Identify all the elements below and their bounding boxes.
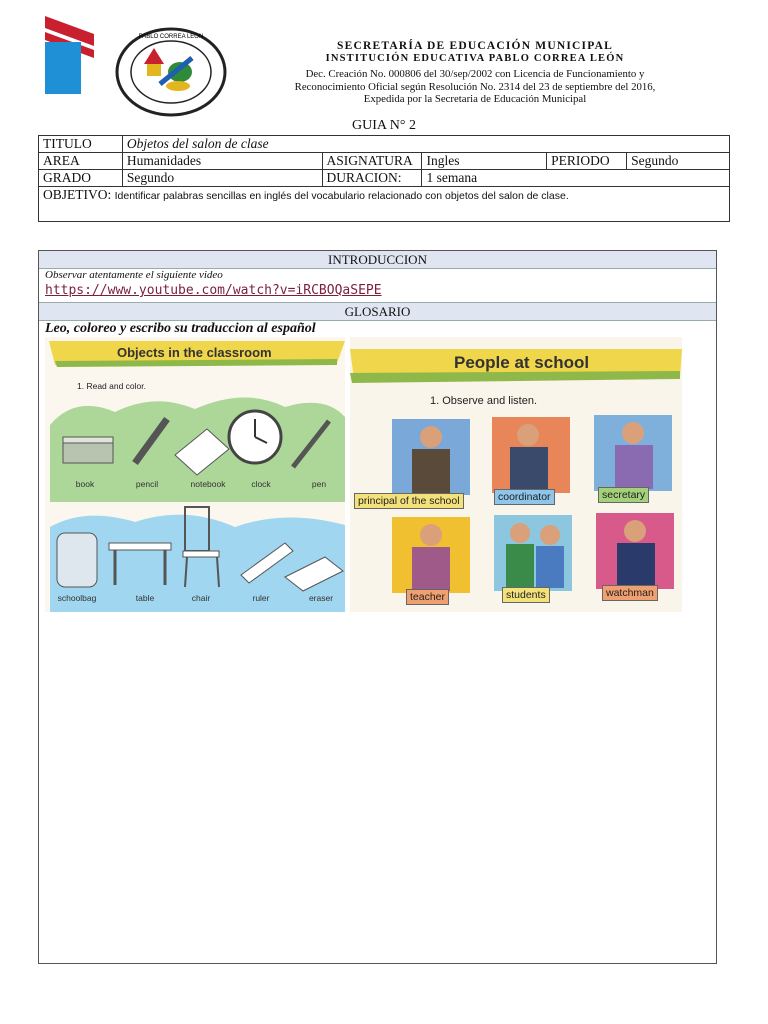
instruction-text: Leo, coloreo y escribo su traduccion al español xyxy=(45,321,316,336)
header-line4: Reconocimiento Oficial según Resolución No. 2314 del 23 de septiembre del 2016, xyxy=(294,80,656,93)
asignatura-value: Ingles xyxy=(422,153,547,170)
classroom-illustration xyxy=(45,337,345,612)
label-chair: chair xyxy=(191,593,211,603)
guia-title: GUIA N° 2 xyxy=(352,118,416,133)
asignatura-label: ASIGNATURA xyxy=(322,153,422,170)
institution-header xyxy=(240,40,710,106)
grado-label: GRADO xyxy=(39,170,123,187)
titulo-value: Objetos del salon de clase xyxy=(122,136,729,153)
school-panel-subtitle: 1. Observe and listen. xyxy=(430,395,538,407)
guide-info-table xyxy=(38,135,730,222)
periodo-label: PERIODO xyxy=(547,153,627,170)
school-seal-logo xyxy=(114,26,228,118)
video-link[interactable]: https://www.youtube.com/watch?v=iRCBOQaSEPE xyxy=(45,283,382,298)
duracion-value: 1 semana xyxy=(422,170,730,187)
periodo-value: Segundo xyxy=(627,153,730,170)
label-secretary: secretary xyxy=(598,487,649,503)
label-students: students xyxy=(502,587,550,603)
header-institucion: INSTITUCIÓN EDUCATIVA PABLO CORREA LEÓN xyxy=(325,53,625,64)
label-clock: clock xyxy=(251,479,271,489)
classroom-panel-title: Objects in the classroom xyxy=(117,345,272,360)
label-teacher: teacher xyxy=(406,589,449,605)
grado-value: Segundo xyxy=(122,170,322,187)
label-ruler: ruler xyxy=(252,593,270,603)
duracion-label: DURACION: xyxy=(322,170,422,187)
label-table: table xyxy=(135,593,155,603)
titulo-label: TITULO xyxy=(39,136,123,153)
glosario-heading: GLOSARIO xyxy=(39,302,716,321)
label-coordinator: coordinator xyxy=(494,489,555,505)
seal-text: PABLO CORREA LEON xyxy=(138,34,204,40)
area-value: Humanidades xyxy=(122,153,322,170)
people-illustration xyxy=(350,337,682,612)
people-at-school-image xyxy=(350,337,682,612)
label-principal: principal of the school xyxy=(354,493,464,509)
header-decreto xyxy=(240,68,710,106)
classroom-objects-image xyxy=(45,337,345,612)
classroom-panel-subtitle: 1. Read and color. xyxy=(77,381,146,391)
objetivo-label: OBJETIVO: xyxy=(43,187,112,202)
introduccion-heading: INTRODUCCION xyxy=(39,251,716,269)
header-line5: Expedida por la Secretaria de Educación Municipal xyxy=(363,93,587,105)
institution-flag xyxy=(45,16,94,94)
label-schoolbag: schoolbag xyxy=(57,593,97,603)
objetivo-value: Identificar palabras sencillas en inglés del vocabulario relacionado con objetos del salon de clase. xyxy=(114,190,569,202)
objetivo-cell xyxy=(39,187,730,222)
label-book: book xyxy=(75,479,95,489)
content-box xyxy=(38,250,717,964)
area-label: AREA xyxy=(39,153,123,170)
header-line3: Dec. Creación No. 000806 del 30/sep/2002 con Licencia de Funcionamiento y xyxy=(305,68,645,80)
label-pen: pen xyxy=(311,479,327,489)
label-watchman: watchman xyxy=(602,585,658,601)
school-panel-title: People at school xyxy=(454,353,590,372)
label-notebook: notebook xyxy=(190,479,226,489)
label-eraser: eraser xyxy=(308,593,334,603)
observe-text: Observar atentamente el siguiente video xyxy=(45,269,223,281)
label-pencil: pencil xyxy=(135,479,159,489)
header-secretaria: SECRETARÍA DE EDUCACIÓN MUNICIPAL xyxy=(337,40,613,52)
